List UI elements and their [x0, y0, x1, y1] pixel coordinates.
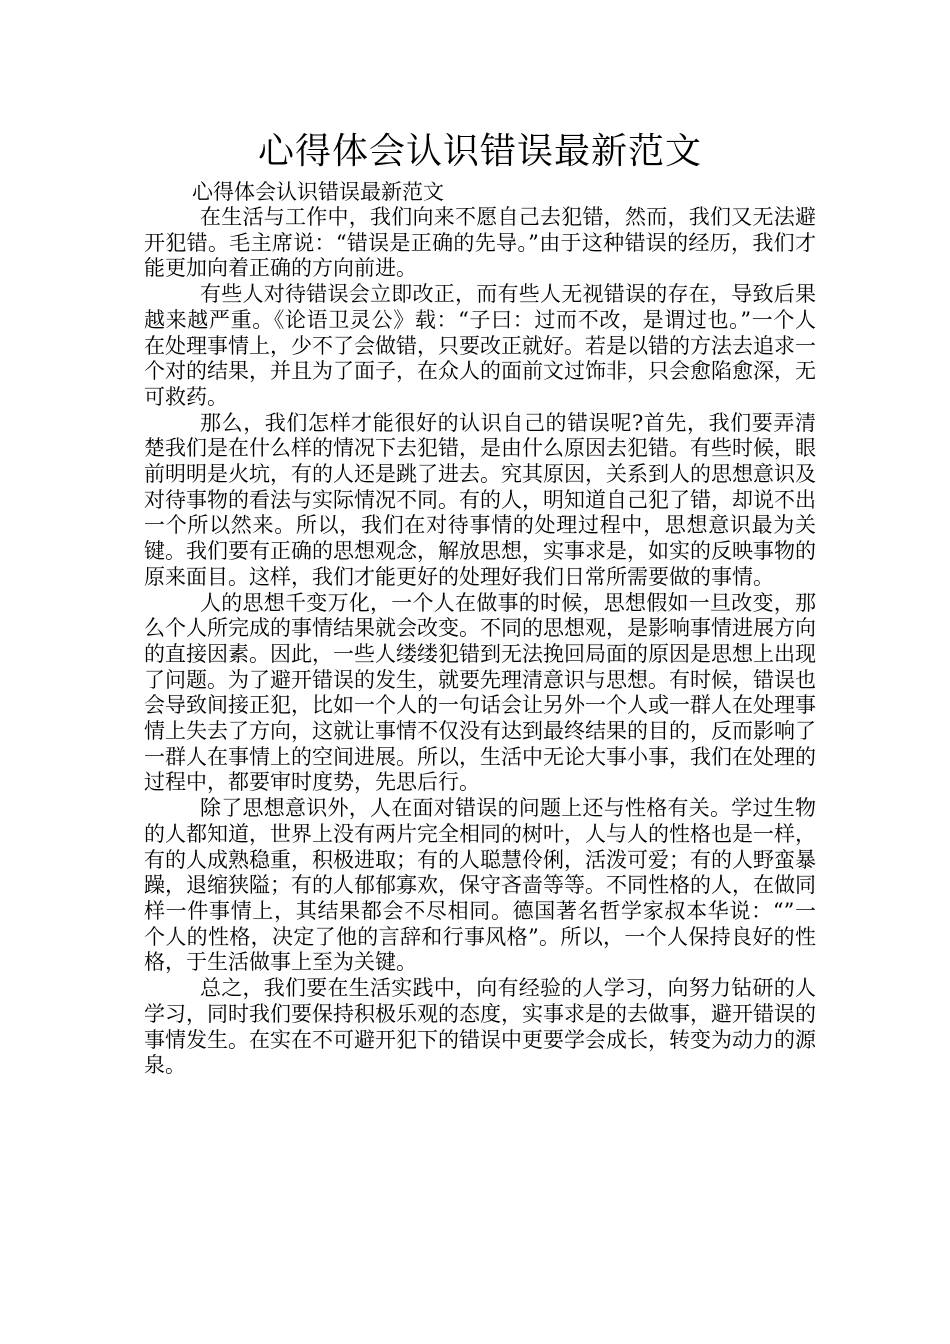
document-title: 心得体会认识错误最新范文 — [257, 131, 702, 172]
paragraph-5: 除了思想意识外，人在面对错误的问题上还与性格有关。学过生物的人都知道，世界上没有两片完全相同的树叶，人与人的性格也是一样，有的人成熟稳重，积极进取；有的人聪慧伶俐，活泼可爱；有的人野蛮暴躁，退缩狭隘；有的人郁郁寡欢，保守吝啬等等。不同性格的人，在做同样一件事情上，其结果都会不尽相同。德国著名哲学家叔本华说：“”一个人的性格，决定了他的言辞和行事风格”。所以，一个人保持良好的性格，于生活做事上至为关键。 — [144, 796, 816, 975]
paragraph-2: 有些人对待错误会立即改正，而有些人无视错误的存在，导致后果越来越严重。《论语卫灵公》载：“子曰：过而不改，是谓过也。”一个人在处理事情上，少不了会做错，只要改正就好。若是以错的方法去追求一个对的结果，并且为了面子，在众人的面前文过饰非，只会愈陷愈深，无可救药。 — [144, 282, 816, 409]
document-page — [144, 130, 816, 1079]
paragraph-3: 那么，我们怎样才能很好的认识自己的错误呢?首先，我们要弄清楚我们是在什么样的情况下去犯错，是由什么原因去犯错。有些时候，眼前明明是火坑，有的人还是跳了进去。究其原因，关系到人的思想意识及对待事物的看法与实际情况不同。有的人，明知道自己犯了错，却说不出一个所以然来。所以，我们在对待事情的处理过程中，思想意识最为关键。我们要有正确的思想观念，解放思想，实事求是，如实的反映事物的原来面目。这样，我们才能更好的处理好我们日常所需要做的事情。 — [144, 410, 816, 589]
paragraph-6: 总之，我们要在生活实践中，向有经验的人学习，向努力钻研的人学习，同时我们要保持积极乐观的态度，实事求是的去做事，避开错误的事情发生。在实在不可避开犯下的错误中更要学会成长，转变为动力的源泉。 — [144, 976, 816, 1078]
paragraph-1: 在生活与工作中，我们向来不愿自己去犯错，然而，我们又无法避开犯错。毛主席说：“错误是正确的先导。”由于这种错误的经历，我们才能更加向着正确的方向前进。 — [144, 205, 816, 281]
paragraph-4: 人的思想千变万化，一个人在做事的时候，思想假如一旦改变，那么个人所完成的事情结果就会改变。不同的思想观，是影响事情进展方向的直接因素。因此，一些人缕缕犯错到无法挽回局面的原因是思想上出现了问题。为了避开错误的发生，就要先理清意识与思想。有时候，错误也会导致间接正犯，比如一个人的一句话会让另外一个人或一群人在处理事情上失去了方向，这就让事情不仅没有达到最终结果的目的，反而影响了一群人在事情上的空间进展。所以，生活中无论大事小事，我们在处理的过程中，都要审时度势，先思后行。 — [144, 590, 816, 795]
document-subtitle: 心得体会认识错误最新范文 — [192, 180, 444, 204]
